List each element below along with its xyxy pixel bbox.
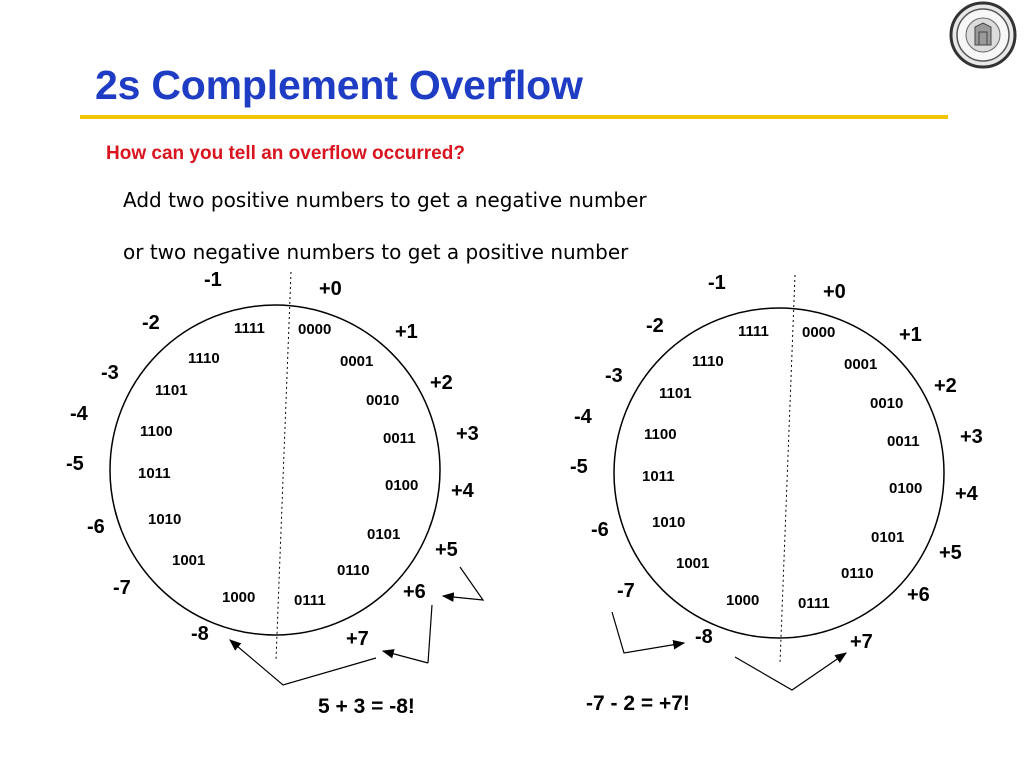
binary-label-left: 0011: [383, 430, 416, 447]
decimal-label-left: +3: [456, 423, 479, 445]
binary-label-right: 1001: [676, 555, 710, 572]
slide-title: 2s Complement Overflow: [95, 62, 583, 108]
decimal-label-right: +5: [939, 542, 962, 564]
binary-label-right: 0100: [889, 480, 923, 497]
arrow-5-to-6: [443, 567, 483, 600]
decimal-label-right: -8: [695, 626, 713, 648]
binary-label-right: 0110: [841, 565, 874, 582]
decimal-label-left: -4: [70, 403, 88, 425]
binary-label-left: 1101: [155, 382, 188, 399]
overflow-question: How can you tell an overflow occurred?: [106, 143, 465, 164]
decimal-label-right: +7: [850, 631, 873, 653]
binary-label-left: 0111: [294, 592, 326, 609]
binary-label-right: 1100: [644, 426, 677, 443]
binary-label-right: 0000: [802, 324, 836, 341]
binary-label-right: 1101: [659, 385, 692, 402]
binary-label-right: 1000: [726, 592, 760, 609]
decimal-label-left: +6: [403, 581, 426, 603]
decimal-label-left: +7: [346, 628, 369, 650]
binary-label-right: 0011: [887, 433, 920, 450]
binary-label-left: 1011: [138, 465, 171, 482]
decimal-label-right: -7: [617, 580, 635, 602]
binary-label-left: 0000: [298, 321, 332, 338]
binary-label-left: 0100: [385, 477, 419, 494]
sign-divider-right: [780, 275, 795, 663]
decimal-label-left: +4: [451, 480, 474, 502]
decimal-label-left: -6: [87, 516, 105, 538]
binary-label-right: 1111: [738, 323, 769, 340]
decimal-label-left: -5: [66, 453, 84, 475]
decimal-label-left: -8: [191, 623, 209, 645]
binary-label-left: 1100: [140, 423, 173, 440]
decimal-label-left: +0: [319, 278, 342, 300]
binary-label-left: 0010: [366, 392, 400, 409]
arrow-to-plus7: [383, 651, 428, 663]
binary-label-right: 1110: [692, 353, 724, 370]
decimal-label-right: +6: [907, 584, 930, 606]
decimal-label-right: -5: [570, 456, 588, 478]
decimal-label-left: +5: [435, 539, 458, 561]
decimal-label-left: -2: [142, 312, 160, 334]
decimal-label-right: +1: [899, 324, 922, 346]
decimal-label-left: -3: [101, 362, 119, 384]
binary-label-left: 1001: [172, 552, 206, 569]
binary-label-right: 0010: [870, 395, 904, 412]
decimal-label-right: +0: [823, 281, 846, 303]
equation-left: 5 + 3 = -8!: [318, 695, 415, 718]
decimal-label-left: +2: [430, 372, 453, 394]
decimal-label-right: +2: [934, 375, 957, 397]
number-wheel-right: [570, 272, 983, 715]
binary-label-left: 0001: [340, 353, 374, 370]
sign-divider-left: [276, 272, 291, 660]
arrow-minus8-to-plus7: [735, 653, 846, 690]
decimal-label-right: -4: [574, 406, 592, 428]
decimal-label-left: -7: [113, 577, 131, 599]
decimal-label-left: +1: [395, 321, 418, 343]
binary-label-right: 1011: [642, 468, 675, 485]
binary-label-right: 0101: [871, 529, 905, 546]
binary-label-left: 1110: [188, 350, 220, 367]
binary-label-left: 1111: [234, 320, 265, 337]
arrow-minus7-to-minus8: [612, 612, 684, 653]
decimal-label-right: +4: [955, 483, 978, 505]
decimal-label-right: -2: [646, 315, 664, 337]
binary-label-right: 1010: [652, 514, 686, 531]
explanation-line-2: or two negative numbers to get a positive number: [123, 240, 629, 264]
binary-label-left: 0101: [367, 526, 401, 543]
decimal-label-right: -1: [708, 272, 726, 294]
explanation-line-1: Add two positive numbers to get a negative number: [123, 188, 647, 212]
binary-label-left: 1010: [148, 511, 182, 528]
binary-label-right: 0111: [798, 595, 830, 612]
binary-label-right: 0001: [844, 356, 878, 373]
equation-right: -7 - 2 = +7!: [586, 692, 690, 715]
binary-label-left: 0110: [337, 562, 370, 579]
decimal-label-right: +3: [960, 426, 983, 448]
decimal-label-right: -6: [591, 519, 609, 541]
number-wheel-left: [66, 269, 483, 718]
binary-label-left: 1000: [222, 589, 256, 606]
decimal-label-right: -3: [605, 365, 623, 387]
decimal-label-left: -1: [204, 269, 222, 291]
bracket-6-to-7: [428, 605, 432, 663]
